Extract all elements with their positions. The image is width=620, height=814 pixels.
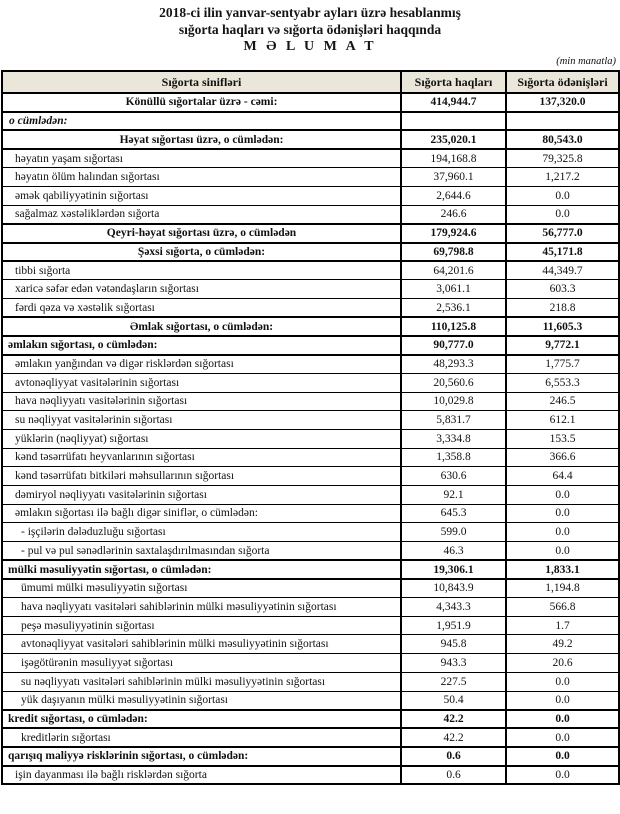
table-row bbox=[2, 280, 619, 299]
row-payments-value: 0.0 bbox=[506, 205, 619, 224]
table-row bbox=[2, 317, 619, 336]
table-row bbox=[2, 710, 619, 729]
row-payments-value: 20.6 bbox=[506, 654, 619, 673]
row-label: Şəxsi sığorta, o cümlədən: bbox=[2, 243, 401, 262]
row-premiums-value: 179,924.6 bbox=[401, 224, 506, 243]
row-premiums-value: 37,960.1 bbox=[401, 168, 506, 187]
row-payments-value: 0.0 bbox=[506, 691, 619, 710]
table-row bbox=[2, 728, 619, 747]
table-body bbox=[2, 93, 619, 784]
row-payments-value: 1.7 bbox=[506, 616, 619, 635]
table-row bbox=[2, 616, 619, 635]
row-premiums-value: 48,293.3 bbox=[401, 355, 506, 374]
row-label: fərdi qəza və xəstəlik sığortası bbox=[2, 299, 401, 318]
table-row bbox=[2, 766, 619, 785]
row-premiums-value: 414,944.7 bbox=[401, 93, 506, 112]
row-label: dəmiryol nəqliyyatı vasitələrinin sığortası bbox=[2, 485, 401, 504]
insurance-table bbox=[1, 70, 620, 785]
title-line-3: M Ə L U M A T bbox=[243, 39, 377, 54]
row-payments-value: 1,833.1 bbox=[506, 560, 619, 579]
table-row bbox=[2, 672, 619, 691]
row-premiums-value: 10,029.8 bbox=[401, 392, 506, 411]
row-label: Həyat sığortası üzrə, o cümlədən: bbox=[2, 130, 401, 149]
row-label: həyatın ölüm halından sığortası bbox=[2, 168, 401, 187]
row-payments-value: 0.0 bbox=[506, 504, 619, 523]
row-payments-value bbox=[506, 112, 619, 131]
row-label: - pul və pul sənədlərinin saxtalaşdırılmasından sığorta bbox=[2, 542, 401, 561]
table-row bbox=[2, 504, 619, 523]
row-label: avtonəqliyyat vasitələrinin sığortası bbox=[2, 373, 401, 392]
row-premiums-value: 0.6 bbox=[401, 747, 506, 766]
table-row bbox=[2, 579, 619, 598]
unit-note: (min manatla) bbox=[556, 56, 616, 67]
row-label: peşə məsuliyyətinin sığortası bbox=[2, 616, 401, 635]
row-premiums-value: 42.2 bbox=[401, 728, 506, 747]
row-label: kənd təsərrüfatı heyvanlarının sığortası bbox=[2, 448, 401, 467]
row-label: su nəqliyyat vasitələrinin sığortası bbox=[2, 411, 401, 430]
row-label: ümumi mülki məsuliyyətin sığortası bbox=[2, 579, 401, 598]
row-label: - işçilərin dələduzluğu sığortası bbox=[2, 523, 401, 542]
row-payments-value: 79,325.8 bbox=[506, 149, 619, 168]
row-premiums-value: 227.5 bbox=[401, 672, 506, 691]
table-row bbox=[2, 149, 619, 168]
row-premiums-value: 194,168.8 bbox=[401, 149, 506, 168]
row-payments-value: 0.0 bbox=[506, 766, 619, 785]
table-row bbox=[2, 448, 619, 467]
row-payments-value: 0.0 bbox=[506, 710, 619, 729]
table-row bbox=[2, 336, 619, 355]
row-premiums-value: 1,951.9 bbox=[401, 616, 506, 635]
table-row bbox=[2, 261, 619, 280]
row-payments-value: 246.5 bbox=[506, 392, 619, 411]
row-label: hava nəqliyyatı vasitələrinin sığortası bbox=[2, 392, 401, 411]
row-payments-value: 218.8 bbox=[506, 299, 619, 318]
row-premiums-value: 10,843.9 bbox=[401, 579, 506, 598]
table-row bbox=[2, 243, 619, 262]
row-premiums-value: 64,201.6 bbox=[401, 261, 506, 280]
row-label: əmək qabiliyyətinin sığortası bbox=[2, 186, 401, 205]
table-row bbox=[2, 747, 619, 766]
row-payments-value: 44,349.7 bbox=[506, 261, 619, 280]
row-premiums-value: 2,536.1 bbox=[401, 299, 506, 318]
row-label: Qeyri-həyat sığortası üzrə, o cümlədən bbox=[2, 224, 401, 243]
row-label: hava nəqliyyatı vasitələri sahiblərinin mülki məsuliyyətinin sığortası bbox=[2, 598, 401, 617]
table-row bbox=[2, 560, 619, 579]
row-premiums-value: 1,358.8 bbox=[401, 448, 506, 467]
row-payments-value: 80,543.0 bbox=[506, 130, 619, 149]
row-payments-value: 366.6 bbox=[506, 448, 619, 467]
row-payments-value: 0.0 bbox=[506, 672, 619, 691]
row-label: Əmlak sığortası, o cümlədən: bbox=[2, 317, 401, 336]
column-header-premiums: Sığorta haqları bbox=[401, 71, 506, 93]
table-row bbox=[2, 224, 619, 243]
row-payments-value: 0.0 bbox=[506, 542, 619, 561]
row-payments-value: 0.0 bbox=[506, 728, 619, 747]
row-label: yük daşıyanın mülki məsuliyyətinin sığortası bbox=[2, 691, 401, 710]
row-label: həyatın yaşam sığortası bbox=[2, 149, 401, 168]
row-payments-value: 64.4 bbox=[506, 467, 619, 486]
title-line-1: 2018-ci ilin yanvar-sentyabr ayları üzrə hesablanmış bbox=[159, 5, 461, 20]
table-row bbox=[2, 467, 619, 486]
row-premiums-value: 20,560.6 bbox=[401, 373, 506, 392]
row-premiums-value: 46.3 bbox=[401, 542, 506, 561]
row-label: kredit sığortası, o cümlədən: bbox=[2, 710, 401, 729]
table-row bbox=[2, 429, 619, 448]
table-row bbox=[2, 485, 619, 504]
table-row bbox=[2, 299, 619, 318]
row-label: xaricə səfər edən vətəndaşların sığortası bbox=[2, 280, 401, 299]
row-payments-value: 11,605.3 bbox=[506, 317, 619, 336]
table-row bbox=[2, 635, 619, 654]
row-label: kreditlərin sığortası bbox=[2, 728, 401, 747]
row-payments-value: 0.0 bbox=[506, 747, 619, 766]
table-header-row bbox=[2, 71, 619, 93]
table-row bbox=[2, 691, 619, 710]
row-payments-value: 0.0 bbox=[506, 186, 619, 205]
row-premiums-value: 3,334.8 bbox=[401, 429, 506, 448]
row-payments-value: 1,775.7 bbox=[506, 355, 619, 374]
row-payments-value: 49.2 bbox=[506, 635, 619, 654]
row-payments-value: 6,553.3 bbox=[506, 373, 619, 392]
row-label: əmlakın yanğından və digər risklərdən sığortası bbox=[2, 355, 401, 374]
row-payments-value: 566.8 bbox=[506, 598, 619, 617]
row-label: o cümlədən: bbox=[2, 112, 401, 131]
row-label: işin dayanması ilə bağlı risklərdən sığorta bbox=[2, 766, 401, 785]
row-premiums-value: 110,125.8 bbox=[401, 317, 506, 336]
row-payments-value: 0.0 bbox=[506, 485, 619, 504]
row-premiums-value: 630.6 bbox=[401, 467, 506, 486]
row-premiums-value: 50.4 bbox=[401, 691, 506, 710]
report-title bbox=[0, 0, 620, 55]
row-premiums-value: 4,343.3 bbox=[401, 598, 506, 617]
table-row bbox=[2, 654, 619, 673]
row-payments-value: 1,194.8 bbox=[506, 579, 619, 598]
title-line-2: sığorta haqları və sığorta ödənişləri haqqında bbox=[178, 22, 442, 37]
column-header-payments: Sığorta ödənişləri bbox=[506, 71, 619, 93]
row-payments-value: 9,772.1 bbox=[506, 336, 619, 355]
table-row bbox=[2, 130, 619, 149]
row-premiums-value: 246.6 bbox=[401, 205, 506, 224]
row-label: sağalmaz xəstəliklərdən sığorta bbox=[2, 205, 401, 224]
table-row bbox=[2, 523, 619, 542]
row-payments-value: 603.3 bbox=[506, 280, 619, 299]
row-label: avtonəqliyyat vasitələri sahiblərinin mülki məsuliyyətinin sığortası bbox=[2, 635, 401, 654]
row-premiums-value: 42.2 bbox=[401, 710, 506, 729]
row-payments-value: 56,777.0 bbox=[506, 224, 619, 243]
row-payments-value: 153.5 bbox=[506, 429, 619, 448]
row-premiums-value: 945.8 bbox=[401, 635, 506, 654]
row-label: kənd təsərrüfatı bitkiləri məhsullarının sığortası bbox=[2, 467, 401, 486]
row-premiums-value: 19,306.1 bbox=[401, 560, 506, 579]
row-label: yüklərin (nəqliyyat) sığortası bbox=[2, 429, 401, 448]
row-premiums-value bbox=[401, 112, 506, 131]
row-premiums-value: 69,798.8 bbox=[401, 243, 506, 262]
row-label: su nəqliyyatı vasitələri sahiblərinin mülki məsuliyyətinin sığortası bbox=[2, 672, 401, 691]
table-row bbox=[2, 168, 619, 187]
row-payments-value: 1,217.2 bbox=[506, 168, 619, 187]
row-label: qarışıq maliyyə risklərinin sığortası, o cümlədən: bbox=[2, 747, 401, 766]
row-premiums-value: 2,644.6 bbox=[401, 186, 506, 205]
table-row bbox=[2, 542, 619, 561]
row-label: əmlakın sığortası, o cümlədən: bbox=[2, 336, 401, 355]
row-label: işəgötürənin məsuliyyət sığortası bbox=[2, 654, 401, 673]
table-row bbox=[2, 112, 619, 131]
row-premiums-value: 5,831.7 bbox=[401, 411, 506, 430]
row-premiums-value: 3,061.1 bbox=[401, 280, 506, 299]
row-label: mülki məsuliyyətin sığortası, o cümlədən: bbox=[2, 560, 401, 579]
column-header-classes: Sığorta sinifləri bbox=[2, 71, 401, 93]
row-premiums-value: 0.6 bbox=[401, 766, 506, 785]
row-label: əmlakın sığortası ilə bağlı digər siniflər, o cümlədən: bbox=[2, 504, 401, 523]
table-row bbox=[2, 373, 619, 392]
row-premiums-value: 90,777.0 bbox=[401, 336, 506, 355]
table-row bbox=[2, 355, 619, 374]
row-payments-value: 137,320.0 bbox=[506, 93, 619, 112]
row-label: tibbi sığorta bbox=[2, 261, 401, 280]
row-payments-value: 0.0 bbox=[506, 523, 619, 542]
table-row bbox=[2, 205, 619, 224]
table-row bbox=[2, 598, 619, 617]
table-row bbox=[2, 93, 619, 112]
row-label: Könüllü sığortalar üzrə - cəmi: bbox=[2, 93, 401, 112]
row-payments-value: 612.1 bbox=[506, 411, 619, 430]
table-row bbox=[2, 392, 619, 411]
row-premiums-value: 92.1 bbox=[401, 485, 506, 504]
row-premiums-value: 943.3 bbox=[401, 654, 506, 673]
table-row bbox=[2, 411, 619, 430]
row-premiums-value: 235,020.1 bbox=[401, 130, 506, 149]
row-payments-value: 45,171.8 bbox=[506, 243, 619, 262]
table-row bbox=[2, 186, 619, 205]
row-premiums-value: 599.0 bbox=[401, 523, 506, 542]
row-premiums-value: 645.3 bbox=[401, 504, 506, 523]
